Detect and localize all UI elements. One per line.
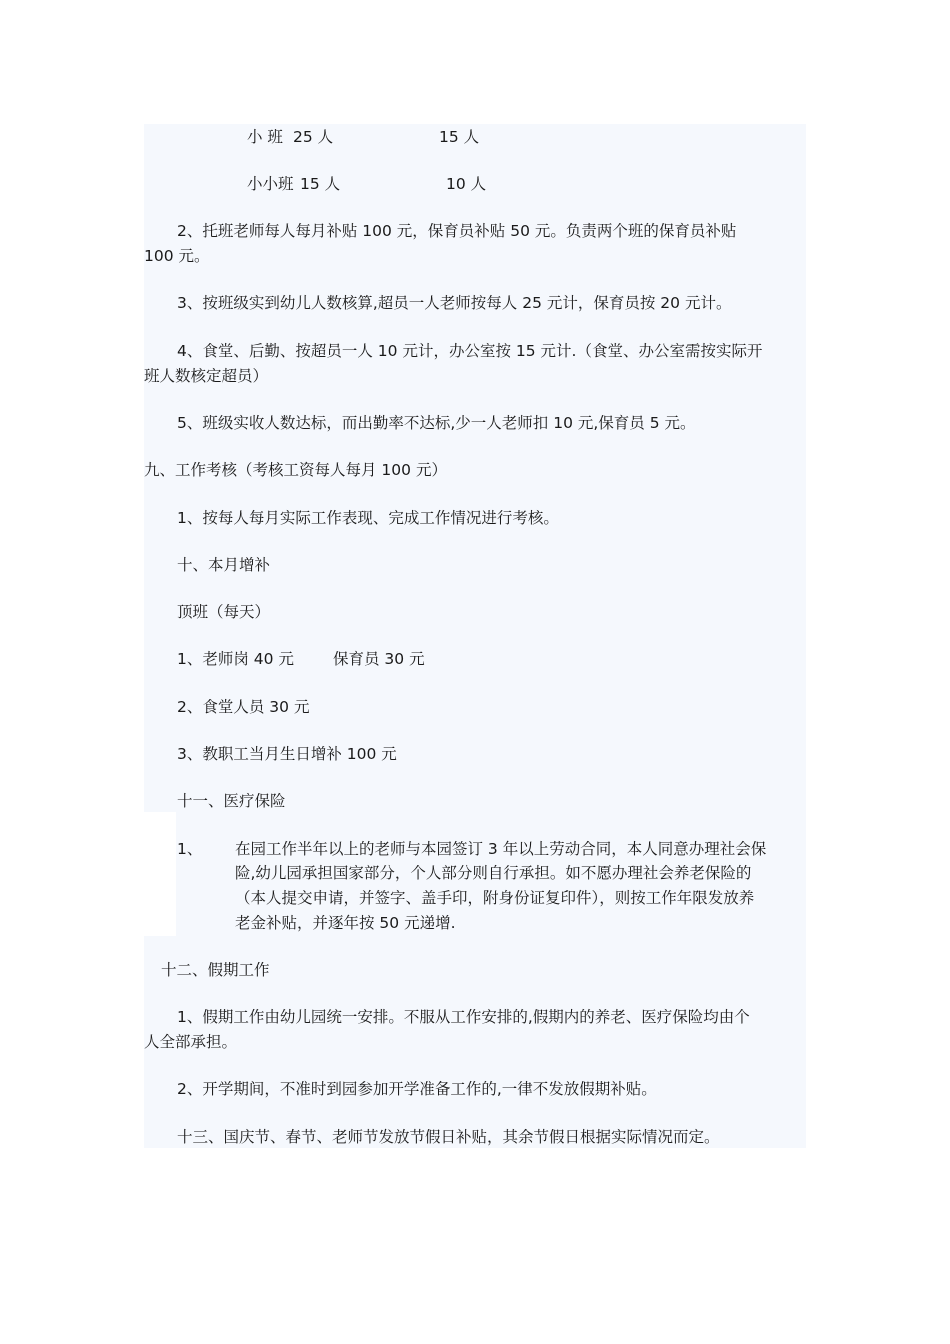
row-mini-class-n2: 10 人 bbox=[446, 175, 487, 193]
section-11-line-2: 险,幼儿园承担国家部分，个人部分则自行承担。如不愿办理社会养老保险的 bbox=[235, 864, 752, 882]
page-background bbox=[144, 124, 806, 1148]
item-4-line-1: 4、食堂、后勤、按超员一人 10 元计，办公室按 15 元计.（食堂、办公室需按实际开 bbox=[177, 342, 763, 360]
item-3: 3、按班级实到幼儿人数核算,超员一人老师按每人 25 元计，保育员按 20 元计。 bbox=[177, 294, 732, 312]
section-10-item-1a: 1、老师岗 40 元 bbox=[177, 650, 294, 668]
section-11-line-4: 老金补贴，并逐年按 50 元递增. bbox=[235, 914, 456, 932]
section-10-item-1b: 保育员 30 元 bbox=[333, 650, 425, 668]
section-11-line-1: 在园工作半年以上的老师与本园签订 3 年以上劳动合同，本人同意办理社会保 bbox=[235, 840, 767, 858]
page-cutout bbox=[144, 812, 176, 936]
section-13: 十三、国庆节、春节、老师节发放节假日补贴，其余节假日根据实际情况而定。 bbox=[177, 1128, 720, 1146]
section-9-item-1: 1、按每人每月实际工作表现、完成工作情况进行考核。 bbox=[177, 509, 559, 527]
row-small-class-n1: 25 人 bbox=[293, 128, 334, 146]
section-10-sub: 顶班（每天） bbox=[177, 603, 271, 621]
section-10-item-3: 3、教职工当月生日增补 100 元 bbox=[177, 745, 397, 763]
row-small-class-label: 小 班 bbox=[247, 128, 283, 146]
section-12-item-1-line-2: 人全部承担。 bbox=[144, 1033, 238, 1051]
section-10-item-2: 2、食堂人员 30 元 bbox=[177, 698, 310, 716]
section-10-heading: 十、本月增补 bbox=[177, 556, 271, 574]
section-11-number: 1、 bbox=[177, 840, 203, 858]
section-12-heading: 十二、假期工作 bbox=[161, 961, 270, 979]
row-mini-class-n1: 15 人 bbox=[300, 175, 341, 193]
section-9-heading: 九、工作考核（考核工资每人每月 100 元） bbox=[144, 461, 447, 479]
item-5: 5、班级实收人数达标，而出勤率不达标,少一人老师扣 10 元,保育员 5 元。 bbox=[177, 414, 696, 432]
section-12-item-1-line-1: 1、假期工作由幼儿园统一安排。不服从工作安排的,假期内的养老、医疗保险均由个 bbox=[177, 1008, 750, 1026]
row-mini-class-label: 小小班 bbox=[247, 175, 294, 193]
section-11-heading: 十一、医疗保险 bbox=[177, 792, 286, 810]
item-4-line-2: 班人数核定超员） bbox=[144, 367, 269, 385]
item-2-line-1: 2、托班老师每人每月补贴 100 元，保育员补贴 50 元。负责两个班的保育员补贴 bbox=[177, 222, 737, 240]
section-11-line-3: （本人提交申请，并签字、盖手印，附身份证复印件），则按工作年限发放养 bbox=[235, 889, 755, 907]
row-small-class-n2: 15 人 bbox=[439, 128, 480, 146]
item-2-line-2: 100 元。 bbox=[144, 247, 210, 265]
section-12-item-2: 2、开学期间，不准时到园参加开学准备工作的,一律不发放假期补贴。 bbox=[177, 1080, 657, 1098]
